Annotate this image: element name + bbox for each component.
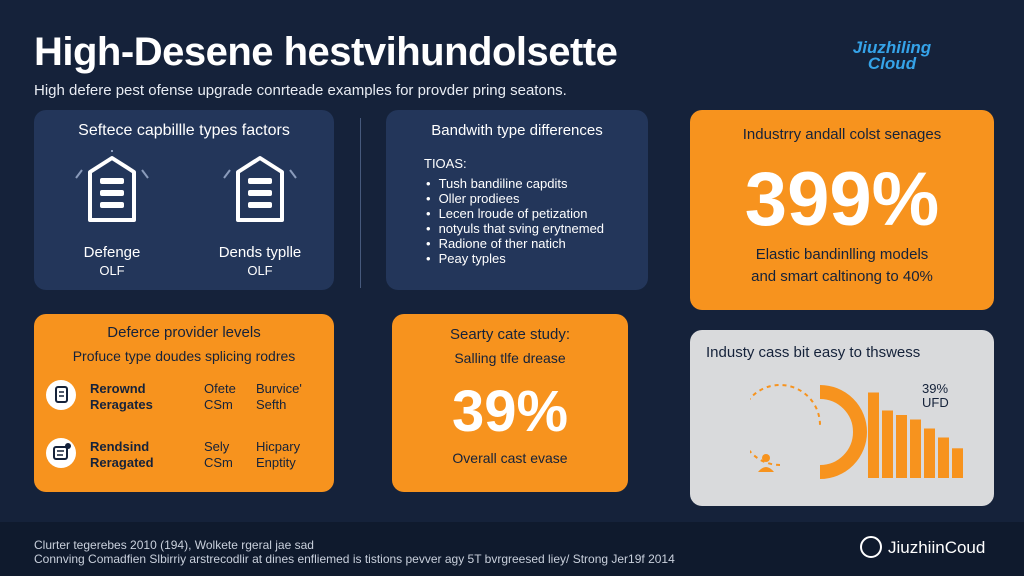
case-study-subtitle: Salling tlfe drease xyxy=(454,350,566,366)
case-study-card xyxy=(392,314,628,492)
server-doc-icon xyxy=(220,150,300,230)
chart-percent-value: 39% xyxy=(922,381,949,396)
provider-row-mid xyxy=(204,381,236,413)
capability-item-label xyxy=(190,244,330,280)
provider-card-subtitle: Profuce type doudes splicing rodres xyxy=(72,348,296,364)
divider xyxy=(360,118,361,288)
brand-logo: Jiuzhiling Cloud xyxy=(852,38,932,73)
provider-row-name-line: Reragated xyxy=(90,455,154,470)
industry-card-title: Industrry andall colst senages xyxy=(742,126,942,143)
list-item: • Peay typles xyxy=(426,251,604,266)
footer xyxy=(0,522,1024,576)
brand-logo-icon xyxy=(860,536,882,558)
provider-row-name-line: Reragates xyxy=(90,397,153,412)
provider-row-name xyxy=(90,439,154,471)
provider-row-right xyxy=(256,439,300,471)
chart-card-title: Industy cass bit easy to thswess xyxy=(706,344,921,361)
list-item: • Lecen lroude of petization xyxy=(426,206,604,221)
case-study-big-value: 39% xyxy=(451,379,569,444)
provider-row-right xyxy=(256,381,302,413)
provider-row-right-line: Enptity xyxy=(256,455,296,470)
page-subtitle: High defere pest ofense upgrade conrteade examples for provder pring seatons. xyxy=(34,82,567,99)
provider-row-mid-line: CSm xyxy=(204,397,233,412)
provider-row-mid-line: CSm xyxy=(204,455,233,470)
chat-document-icon xyxy=(46,438,76,468)
page-title: High-Desene hestvihundolsette xyxy=(34,30,618,74)
provider-row-name-line: Rendsind xyxy=(90,439,150,454)
industry-big-value: 399% xyxy=(744,157,940,242)
industry-desc-line: Elastic bandinlling models xyxy=(755,246,929,263)
dashed-arc xyxy=(750,385,820,465)
provider-row-right-line: Sefth xyxy=(256,397,287,412)
provider-row-mid xyxy=(204,439,233,471)
document-icon xyxy=(46,380,76,410)
provider-row-name xyxy=(90,381,153,413)
provider-row-name-line: Rerownd xyxy=(90,381,146,396)
provider-levels-card xyxy=(34,314,334,492)
provider-card-title: Deferce provider levels xyxy=(107,324,261,341)
bandwidth-card xyxy=(386,110,648,290)
chart-bar xyxy=(952,448,963,478)
provider-row-mid-line: Ofete xyxy=(204,381,236,396)
list-item: • Radione of ther natich xyxy=(426,236,604,251)
list-item: • Oller prodiees xyxy=(426,191,604,206)
industry-chart-card xyxy=(690,330,994,506)
bandwidth-list-heading: TIOAS: xyxy=(424,156,467,171)
industry-cost-card xyxy=(690,110,994,310)
chart-bar xyxy=(882,411,893,479)
bandwidth-list xyxy=(426,176,604,266)
provider-row-right-line: Burvice' xyxy=(256,381,302,396)
footer-note-line: Clurter tegerebes 2010 (194), Wolkete rgeral jae sad xyxy=(34,538,314,552)
capability-item-sub: OLF xyxy=(247,263,273,278)
chart-bar xyxy=(924,429,935,479)
person-icon xyxy=(758,454,774,472)
provider-row-mid-line: Sely xyxy=(204,439,230,454)
case-study-footer: Overall cast evase xyxy=(452,450,568,466)
capability-card-title: Seftece capbillle types factors xyxy=(78,122,290,139)
capability-item-name: Defenge xyxy=(83,244,141,261)
capability-item-label xyxy=(42,244,182,280)
footer-note-line: Connving Comadfien Slbirriy arstrecodlir at dines enfliemed is tistions pevver agy 5T bvrgreesed liey/ Strong Jer19f 2014 xyxy=(34,552,675,566)
list-item: • notyuls that sving erytnemed xyxy=(426,221,604,236)
footer-brand: JiuzhiinCoud xyxy=(888,538,986,557)
capability-item-name: Dends typlle xyxy=(218,244,302,261)
provider-row-right-line: Hicpary xyxy=(256,439,301,454)
chart-bar xyxy=(868,393,879,479)
industry-desc-line: and smart caltinong to 40% xyxy=(751,268,933,285)
chart-bar xyxy=(938,438,949,479)
bandwidth-card-title: Bandwith type differences xyxy=(431,122,603,139)
capability-card xyxy=(34,110,334,290)
industry-description xyxy=(690,244,994,288)
donut-arc xyxy=(820,392,860,472)
chart-percent-unit: UFD xyxy=(922,395,949,410)
list-item: • Tush bandiline capdits xyxy=(426,176,604,191)
capability-item-sub: OLF xyxy=(99,263,125,278)
server-doc-icon xyxy=(72,150,152,230)
chart-bar xyxy=(910,420,921,479)
chart-bar xyxy=(896,415,907,478)
case-study-title: Searty cate study: xyxy=(449,326,571,343)
chart-percent-label xyxy=(922,382,949,410)
